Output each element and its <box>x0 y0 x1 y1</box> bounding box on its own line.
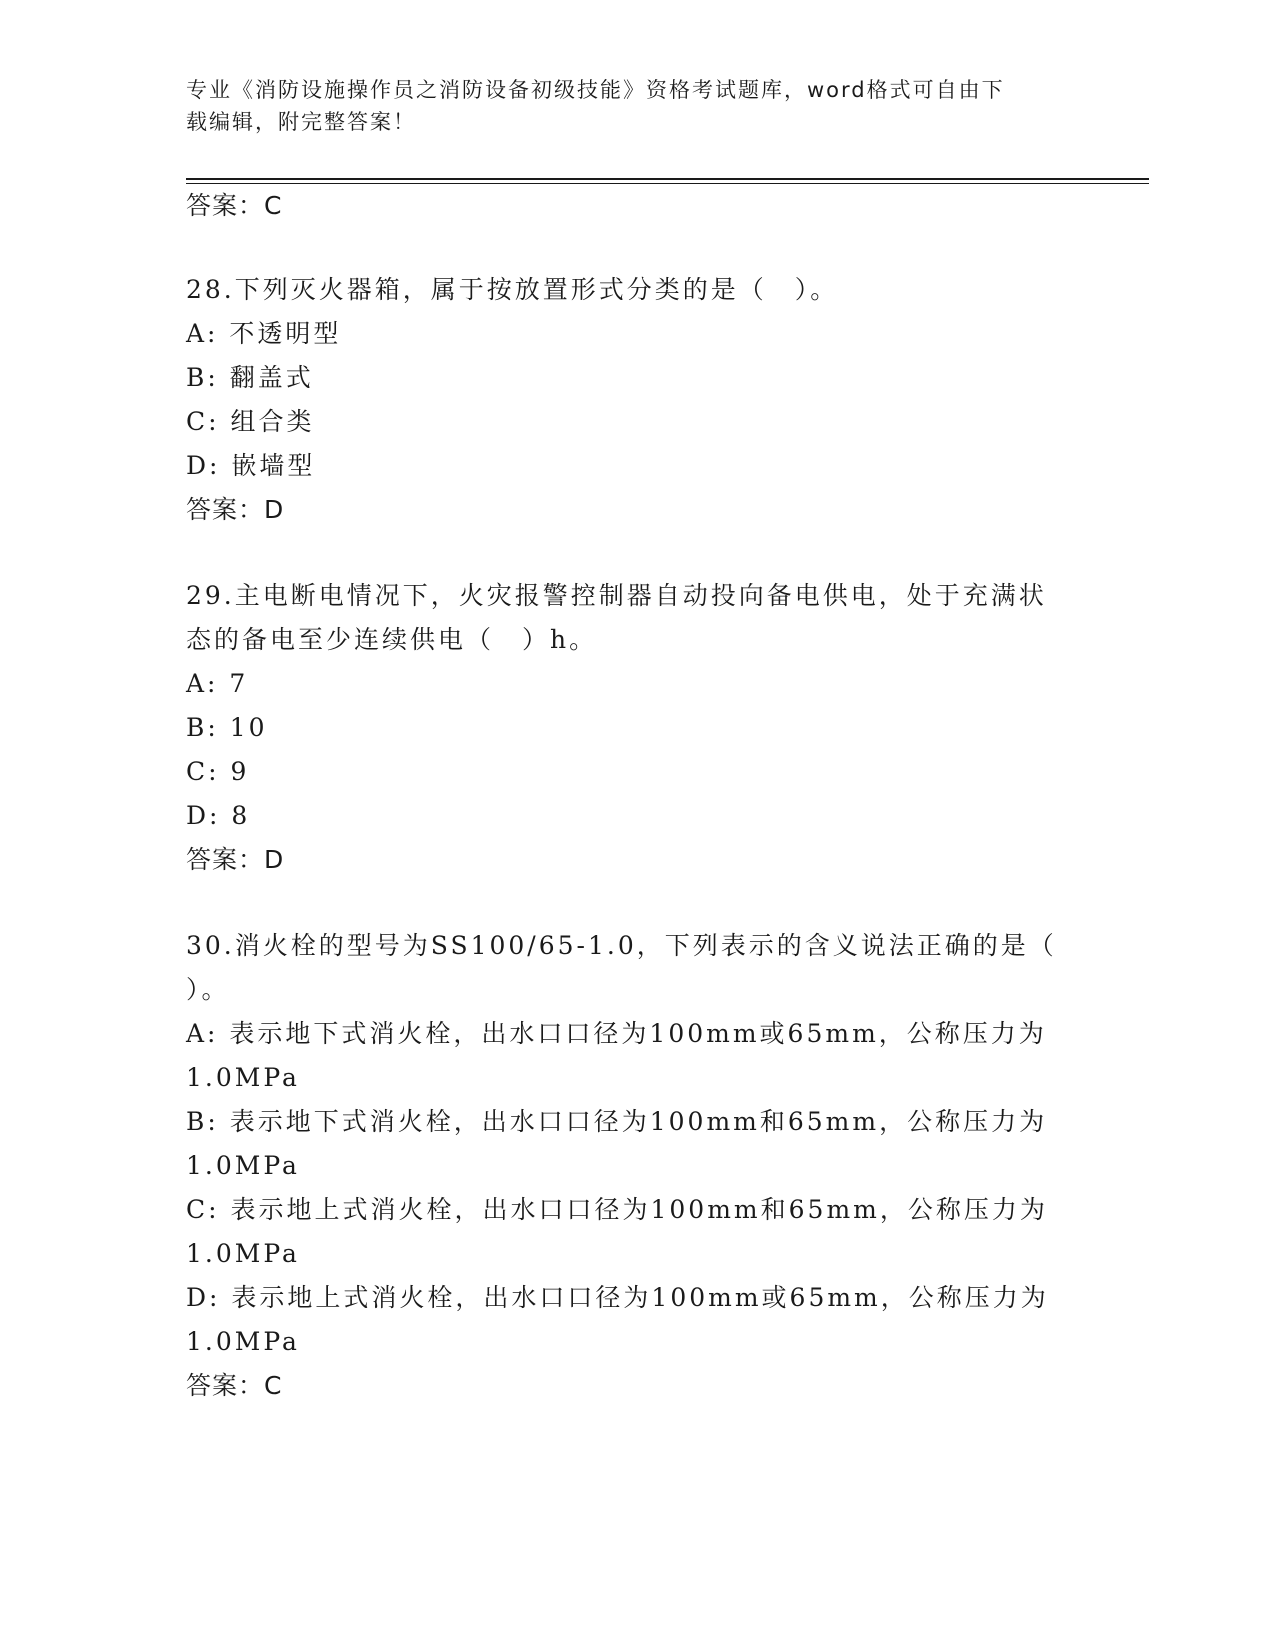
question-29-option-d: D: 8 <box>186 801 251 830</box>
answer-previous: 答案：C <box>186 191 283 220</box>
question-30-option-c-line-2: 1.0MPa <box>186 1239 300 1268</box>
question-28-option-a: A: 不透明型 <box>186 319 342 348</box>
question-28-stem: 28.下列灭火器箱，属于按放置形式分类的是（ ）。 <box>186 275 839 304</box>
question-30-option-b-line-2: 1.0MPa <box>186 1151 300 1180</box>
question-29-stem-line-1: 29.主电断电情况下，火灾报警控制器自动投向备电供电，处于充满状 <box>186 581 1047 610</box>
question-29-option-c: C: 9 <box>186 757 250 786</box>
question-28-option-c: C: 组合类 <box>186 407 315 436</box>
question-29-answer: 答案：D <box>186 845 285 874</box>
question-30-answer: 答案：C <box>186 1371 283 1400</box>
header-line-2: 载编辑，附完整答案！ <box>186 110 416 134</box>
question-28-option-b: B: 翻盖式 <box>186 363 314 392</box>
header-rule-thick <box>186 178 1149 180</box>
question-30-option-d-line-2: 1.0MPa <box>186 1327 300 1356</box>
page-header <box>186 74 1066 138</box>
question-30-option-c-line-1: C: 表示地上式消火栓，出水口口径为100mm和65mm，公称压力为 <box>186 1195 1048 1224</box>
question-30-stem-line-2: ）。 <box>186 975 230 1004</box>
header-rule-thin <box>186 183 1149 184</box>
question-28-answer: 答案：D <box>186 495 285 524</box>
question-30-option-d-line-1: D: 表示地上式消火栓，出水口口径为100mm或65mm，公称压力为 <box>186 1283 1049 1312</box>
question-29-option-a: A: 7 <box>186 669 249 698</box>
question-29-stem-line-2: 态的备电至少连续供电（ ）h。 <box>186 625 598 654</box>
question-30-option-b-line-1: B: 表示地下式消火栓，出水口口径为100mm和65mm，公称压力为 <box>186 1107 1048 1136</box>
question-30-stem-line-1: 30.消火栓的型号为SS100/65-1.0，下列表示的含义说法正确的是（ <box>186 931 1057 960</box>
header-line-1: 专业《消防设施操作员之消防设备初级技能》资格考试题库，word格式可自由下 <box>186 78 1005 102</box>
question-30-option-a-line-1: A: 表示地下式消火栓，出水口口径为100mm或65mm，公称压力为 <box>186 1019 1047 1048</box>
question-28-option-d: D: 嵌墙型 <box>186 451 316 480</box>
question-30-option-a-line-2: 1.0MPa <box>186 1063 300 1092</box>
question-29-option-b: B: 10 <box>186 713 268 742</box>
